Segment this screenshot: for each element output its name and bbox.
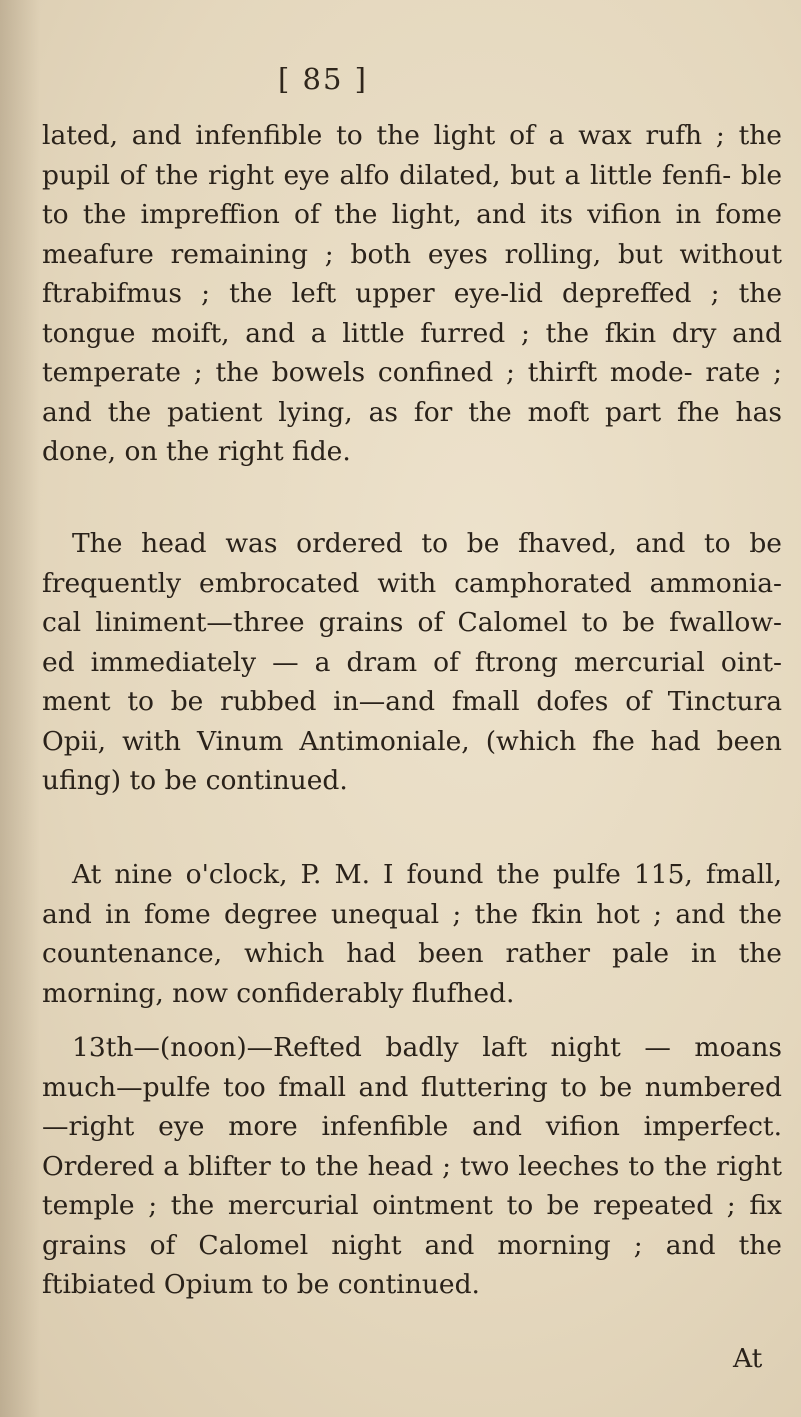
paragraph-continuation bbox=[42, 116, 782, 472]
paragraph-13th-noon bbox=[42, 1028, 782, 1305]
paragraph-text: At nine o'clock, P. M. I found the pulfe 115, fmall, and in fome degree unequal ; the fkin hot ; and the countenance, which had been rather pale in the morning, now confiderably flufhed. bbox=[42, 859, 782, 1009]
page-number: [ 85 ] bbox=[278, 62, 368, 96]
paragraph-text: The head was ordered to be fhaved, and to be frequently embrocated with camphorated ammonia- cal liniment—three grains of Calomel to be fwallow- ed immediately — a dram of ftrong mercurial oint- ment to be rubbed in—and fmall dofes of Tinctura Opii, with Vinum Antimoniale, (which fhe had been ufing) to be continued. bbox=[42, 528, 782, 796]
catchword: At bbox=[733, 1343, 763, 1374]
paragraph-treatment-orders bbox=[42, 524, 782, 801]
paragraph-text: lated, and infenfible to the light of a wax rufh ; the pupil of the right eye alfo dilated, but a little fenfi- ble to the impreffion of the light, and its vifion in fome meafure remaining ; both eyes rolling, but without ftrabifmus ; the left upper eye-lid depreffed ; the tongue moift, and a little furred ; the fkin dry and temperate ; the bowels confined ; thirft mode- rate ; and the patient lying, as for the moft part fhe has done, on the right fide. bbox=[42, 120, 782, 467]
paragraph-evening-observation bbox=[42, 855, 782, 1013]
page-gutter-shadow bbox=[0, 0, 40, 1417]
paragraph-text: 13th—(noon)—Refted badly laft night — moans much—pulfe too fmall and fluttering to be numbered —right eye more infenfible and vifion imperfect. Ordered a blifter to the head ; two leeches to the right temple ; the mercurial ointment to be repeated ; fix grains of Calomel night and morning ; and the ftibiated Opium to be continued. bbox=[42, 1032, 782, 1300]
